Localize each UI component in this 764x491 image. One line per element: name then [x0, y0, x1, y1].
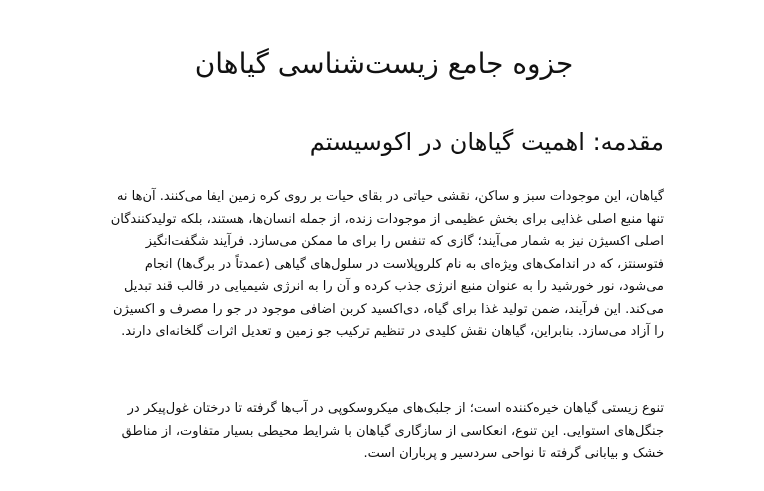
paragraph-diversity: تنوع زیستی گیاهان خیره‌کننده است؛ از جلبک‌های میکروسکوپی در آب‌ها گرفته تا درختان غول‌پیکر در جنگل‌های استوایی. این تنوع، انعکاسی از سازگاری گیاهان با شرایط محیطی بسیار متفاوت، از مناطق خشک و بیابانی گرفته تا نواحی سردسیر و پرباران است.: [121, 401, 664, 461]
document-title: جزوه جامع زیست‌شناسی گیاهان: [194, 47, 574, 80]
section-heading: مقدمه: اهمیت گیاهان در اکوسیستم: [309, 128, 664, 156]
document-page: [104, 0, 664, 491]
paragraph-intro: گیاهان، این موجودات سبز و ساکن، نقشی حیاتی در بقای حیات بر روی کره زمین ایفا می‌کنند. آن‌ها نه تنها منبع اصلی غذایی برای بخش عظیمی از موجودات زنده، از جمله انسان‌ها، هستند، بلکه تولیدکنندگان اصلی اکسیژن نیز به شمار می‌آیند؛ گازی که تنفس را برای ما ممکن می‌سازد. فرآیند شگفت‌انگیز فتوسنتز، که در اندامک‌های ویژه‌ای به نام کلروپلاست در سلول‌های گیاهی (عمدتاً در برگ‌ها) انجام می‌شود، نور خورشید را به عنوان منبع انرژی جذب کرده و آن را به انرژی شیمیایی در قالب قند تبدیل می‌کند. این فرآیند، ضمن تولید غذا برای گیاه، دی‌اکسید کربن اضافی موجود در جو را مصرف و اکسیژن را آزاد می‌سازد. بنابراین، گیاهان نقش کلیدی در تنظیم ترکیب جو زمین و تعدیل اثرات گلخانه‌ای دارند.: [110, 189, 664, 339]
